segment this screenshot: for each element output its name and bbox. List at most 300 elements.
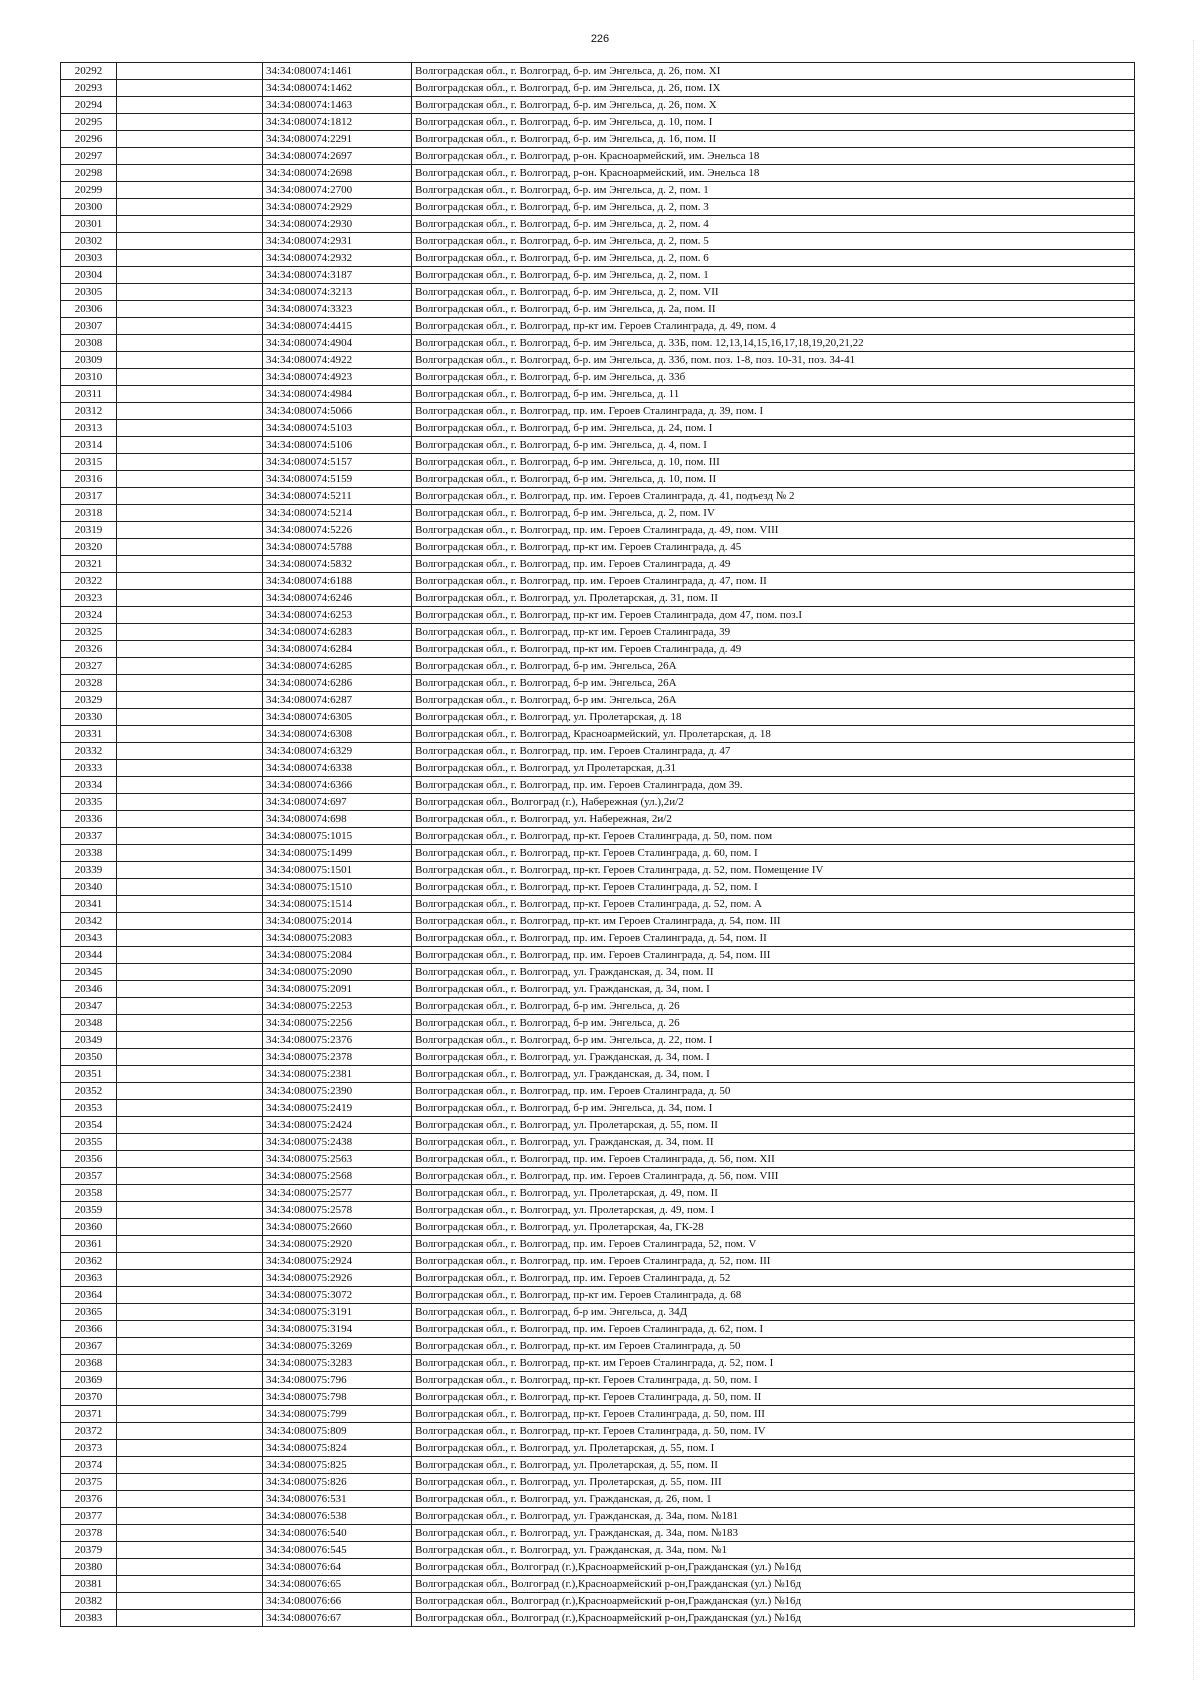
cadastral-number-cell: 34:34:080074:2932	[263, 250, 412, 267]
table-row	[61, 590, 1135, 607]
row-number-cell: 20363	[61, 1270, 117, 1287]
table-row	[61, 1304, 1135, 1321]
address-cell: Волгоградская обл., г. Волгоград, пр-кт им. Героев Сталинграда, 39	[412, 624, 1135, 641]
table-row	[61, 216, 1135, 233]
row-number-cell: 20328	[61, 675, 117, 692]
cadastral-number-cell: 34:34:080074:2929	[263, 199, 412, 216]
table-row	[61, 386, 1135, 403]
empty-cell	[117, 318, 263, 335]
address-cell: Волгоградская обл., г. Волгоград, ул. Гражданская, д. 34а, пом. №1	[412, 1542, 1135, 1559]
table-row	[61, 437, 1135, 454]
row-number-cell: 20379	[61, 1542, 117, 1559]
cadastral-number-cell: 34:34:080076:64	[263, 1559, 412, 1576]
table-row	[61, 80, 1135, 97]
table-row	[61, 794, 1135, 811]
address-cell: Волгоградская обл., г. Волгоград, ул. Пролетарская, д. 49, пом. II	[412, 1185, 1135, 1202]
address-cell: Волгоградская обл., г. Волгоград, б-р. им Энгельса, д. 2, пом. 5	[412, 233, 1135, 250]
cadastral-number-cell: 34:34:080075:796	[263, 1372, 412, 1389]
cadastral-number-cell: 34:34:080074:6287	[263, 692, 412, 709]
table-row	[61, 420, 1135, 437]
cadastral-number-cell: 34:34:080075:1501	[263, 862, 412, 879]
table-row	[61, 709, 1135, 726]
table-row	[61, 641, 1135, 658]
address-cell: Волгоградская обл., г. Волгоград, ул. Пролетарская, д. 18	[412, 709, 1135, 726]
cadastral-number-cell: 34:34:080075:2419	[263, 1100, 412, 1117]
empty-cell	[117, 896, 263, 913]
address-cell: Волгоградская обл., г. Волгоград, пр. им. Героев Сталинграда, д. 52, пом. III	[412, 1253, 1135, 1270]
row-number-cell: 20324	[61, 607, 117, 624]
table-row	[61, 624, 1135, 641]
empty-cell	[117, 1508, 263, 1525]
row-number-cell: 20341	[61, 896, 117, 913]
address-cell: Волгоградская обл., г. Волгоград, пр-кт. Героев Сталинграда, д. 50, пом. IV	[412, 1423, 1135, 1440]
address-cell: Волгоградская обл., г. Волгоград, ул. Пролетарская, д. 55, пом. II	[412, 1457, 1135, 1474]
empty-cell	[117, 709, 263, 726]
empty-cell	[117, 1100, 263, 1117]
address-cell: Волгоградская обл., г. Волгоград, пр-кт им. Героев Сталинграда, д. 49	[412, 641, 1135, 658]
empty-cell	[117, 369, 263, 386]
cadastral-number-cell: 34:34:080075:2084	[263, 947, 412, 964]
address-cell: Волгоградская обл., г. Волгоград, пр. им. Героев Сталинграда, д. 39, пом. I	[412, 403, 1135, 420]
empty-cell	[117, 573, 263, 590]
cadastral-number-cell: 34:34:080074:6366	[263, 777, 412, 794]
table-row	[61, 148, 1135, 165]
empty-cell	[117, 1610, 263, 1627]
empty-cell	[117, 947, 263, 964]
address-cell: Волгоградская обл., г. Волгоград, пр-кт им. Героев Сталинграда, д. 49, пом. 4	[412, 318, 1135, 335]
row-number-cell: 20308	[61, 335, 117, 352]
empty-cell	[117, 437, 263, 454]
address-cell: Волгоградская обл., г. Волгоград, б-р. им Энгельса, д. 2, пом. 3	[412, 199, 1135, 216]
empty-cell	[117, 1185, 263, 1202]
address-cell: Волгоградская обл., Волгоград (г.), Набережная (ул.),2и/2	[412, 794, 1135, 811]
empty-cell	[117, 930, 263, 947]
table-row	[61, 1508, 1135, 1525]
address-cell: Волгоградская обл., г. Волгоград, пр-кт. Героев Сталинграда, д. 50, пом. III	[412, 1406, 1135, 1423]
cadastral-number-cell: 34:34:080074:6284	[263, 641, 412, 658]
empty-cell	[117, 1304, 263, 1321]
empty-cell	[117, 1474, 263, 1491]
address-cell: Волгоградская обл., г. Волгоград, пр. им. Героев Сталинграда, д. 50	[412, 1083, 1135, 1100]
row-number-cell: 20351	[61, 1066, 117, 1083]
empty-cell	[117, 845, 263, 862]
cadastral-number-cell: 34:34:080075:825	[263, 1457, 412, 1474]
empty-cell	[117, 1134, 263, 1151]
row-number-cell: 20302	[61, 233, 117, 250]
address-cell: Волгоградская обл., г. Волгоград, пр-кт им. Героев Сталинграда, д. 45	[412, 539, 1135, 556]
table-row	[61, 964, 1135, 981]
cadastral-number-cell: 34:34:080076:545	[263, 1542, 412, 1559]
empty-cell	[117, 1253, 263, 1270]
table-row	[61, 1525, 1135, 1542]
address-cell: Волгоградская обл., г. Волгоград, б-р. им Энгельса, д. 2а, пом. II	[412, 301, 1135, 318]
address-cell: Волгоградская обл., г. Волгоград, ул. Пролетарская, 4а, ГК-28	[412, 1219, 1135, 1236]
address-cell: Волгоградская обл., г. Волгоград, пр-кт. Героев Сталинграда, д. 52, пом. I	[412, 879, 1135, 896]
cadastral-number-cell: 34:34:080075:3283	[263, 1355, 412, 1372]
table-row	[61, 1474, 1135, 1491]
cadastral-number-cell: 34:34:080075:2378	[263, 1049, 412, 1066]
empty-cell	[117, 981, 263, 998]
empty-cell	[117, 488, 263, 505]
cadastral-number-cell: 34:34:080076:531	[263, 1491, 412, 1508]
address-cell: Волгоградская обл., г. Волгоград, ул Пролетарская, д.31	[412, 760, 1135, 777]
table-row	[61, 233, 1135, 250]
address-cell: Волгоградская обл., г. Волгоград, ул. Гражданская, д. 34а, пом. №181	[412, 1508, 1135, 1525]
address-cell: Волгоградская обл., г. Волгоград, ул. Пролетарская, д. 55, пом. I	[412, 1440, 1135, 1457]
address-cell: Волгоградская обл., г. Волгоград, ул. Пролетарская, д. 49, пом. I	[412, 1202, 1135, 1219]
address-cell: Волгоградская обл., г. Волгоград, ул. Пролетарская, д. 55, пом. III	[412, 1474, 1135, 1491]
row-number-cell: 20301	[61, 216, 117, 233]
cadastral-number-cell: 34:34:080075:824	[263, 1440, 412, 1457]
empty-cell	[117, 1168, 263, 1185]
row-number-cell: 20349	[61, 1032, 117, 1049]
address-cell: Волгоградская обл., г. Волгоград, б-р им. Энгельса, д. 10, пом. III	[412, 454, 1135, 471]
table-row	[61, 267, 1135, 284]
table-row	[61, 318, 1135, 335]
table-row	[61, 1100, 1135, 1117]
table-row	[61, 1423, 1135, 1440]
row-number-cell: 20337	[61, 828, 117, 845]
cadastral-number-cell: 34:34:080074:2931	[263, 233, 412, 250]
cadastral-number-cell: 34:34:080075:3269	[263, 1338, 412, 1355]
table-row	[61, 1542, 1135, 1559]
row-number-cell: 20303	[61, 250, 117, 267]
address-cell: Волгоградская обл., Волгоград (г.),Красноармейский р-он,Гражданская (ул.) №16д	[412, 1610, 1135, 1627]
table-row	[61, 488, 1135, 505]
address-cell: Волгоградская обл., г. Волгоград, пр-кт им. Героев Сталинграда, дом 47, пом. поз.I	[412, 607, 1135, 624]
empty-cell	[117, 471, 263, 488]
table-row	[61, 335, 1135, 352]
cadastral-number-cell: 34:34:080075:2926	[263, 1270, 412, 1287]
address-cell: Волгоградская обл., Волгоград (г.),Красноармейский р-он,Гражданская (ул.) №16д	[412, 1593, 1135, 1610]
table-row	[61, 862, 1135, 879]
address-cell: Волгоградская обл., г. Волгоград, пр-кт. им Героев Сталинграда, д. 54, пом. III	[412, 913, 1135, 930]
row-number-cell: 20348	[61, 1015, 117, 1032]
address-cell: Волгоградская обл., г. Волгоград, пр. им. Героев Сталинграда, д. 41, подъезд № 2	[412, 488, 1135, 505]
empty-cell	[117, 131, 263, 148]
empty-cell	[117, 1559, 263, 1576]
address-cell: Волгоградская обл., г. Волгоград, б-р им. Энгельса, д. 4, пом. I	[412, 437, 1135, 454]
table-row	[61, 1321, 1135, 1338]
row-number-cell: 20321	[61, 556, 117, 573]
empty-cell	[117, 1576, 263, 1593]
cadastral-number-cell: 34:34:080074:5832	[263, 556, 412, 573]
table-row	[61, 896, 1135, 913]
address-cell: Волгоградская обл., г. Волгоград, ул. Гражданская, д. 34, пом. II	[412, 964, 1135, 981]
table-row	[61, 1151, 1135, 1168]
cadastral-number-cell: 34:34:080075:3072	[263, 1287, 412, 1304]
table-row	[61, 760, 1135, 777]
cadastral-number-cell: 34:34:080074:1463	[263, 97, 412, 114]
table-row	[61, 131, 1135, 148]
address-cell: Волгоградская обл., г. Волгоград, пр. им. Героев Сталинграда, д. 47, пом. II	[412, 573, 1135, 590]
row-number-cell: 20368	[61, 1355, 117, 1372]
address-cell: Волгоградская обл., г. Волгоград, б-р. им Энгельса, д. 26, пом. IX	[412, 80, 1135, 97]
cadastral-number-cell: 34:34:080074:697	[263, 794, 412, 811]
table-row	[61, 1219, 1135, 1236]
empty-cell	[117, 1525, 263, 1542]
cadastral-number-cell: 34:34:080074:6305	[263, 709, 412, 726]
cadastral-number-cell: 34:34:080075:809	[263, 1423, 412, 1440]
row-number-cell: 20366	[61, 1321, 117, 1338]
row-number-cell: 20380	[61, 1559, 117, 1576]
row-number-cell: 20352	[61, 1083, 117, 1100]
row-number-cell: 20310	[61, 369, 117, 386]
address-cell: Волгоградская обл., г. Волгоград, б-р им. Энгельса, д. 22, пом. I	[412, 1032, 1135, 1049]
row-number-cell: 20374	[61, 1457, 117, 1474]
empty-cell	[117, 794, 263, 811]
address-cell: Волгоградская обл., г. Волгоград, б-р им. Энгельса, д. 2, пом. IV	[412, 505, 1135, 522]
cadastral-number-cell: 34:34:080075:2256	[263, 1015, 412, 1032]
empty-cell	[117, 1355, 263, 1372]
table-row	[61, 1168, 1135, 1185]
address-cell: Волгоградская обл., г. Волгоград, б-р. им Энгельса, д. 2, пом. 4	[412, 216, 1135, 233]
empty-cell	[117, 913, 263, 930]
cadastral-number-cell: 34:34:080075:2253	[263, 998, 412, 1015]
empty-cell	[117, 1593, 263, 1610]
table-row	[61, 403, 1135, 420]
empty-cell	[117, 1321, 263, 1338]
table-row	[61, 777, 1135, 794]
empty-cell	[117, 505, 263, 522]
row-number-cell: 20299	[61, 182, 117, 199]
table-row	[61, 1389, 1135, 1406]
cadastral-number-cell: 34:34:080075:799	[263, 1406, 412, 1423]
empty-cell	[117, 301, 263, 318]
address-cell: Волгоградская обл., г. Волгоград, б-р им. Энгельса, 26А	[412, 658, 1135, 675]
cadastral-number-cell: 34:34:080075:2660	[263, 1219, 412, 1236]
address-cell: Волгоградская обл., г. Волгоград, пр. им. Героев Сталинграда, д. 62, пом. I	[412, 1321, 1135, 1338]
table-row	[61, 1066, 1135, 1083]
table-row	[61, 301, 1135, 318]
empty-cell	[117, 114, 263, 131]
table-row	[61, 811, 1135, 828]
address-cell: Волгоградская обл., г. Волгоград, б-р им. Энгельса, д. 10, пом. II	[412, 471, 1135, 488]
cadastral-number-cell: 34:34:080074:3213	[263, 284, 412, 301]
row-number-cell: 20365	[61, 1304, 117, 1321]
row-number-cell: 20330	[61, 709, 117, 726]
empty-cell	[117, 454, 263, 471]
row-number-cell: 20358	[61, 1185, 117, 1202]
cadastral-number-cell: 34:34:080074:5106	[263, 437, 412, 454]
address-cell: Волгоградская обл., г. Волгоград, б-р им. Энгельса, д. 24, пом. I	[412, 420, 1135, 437]
empty-cell	[117, 335, 263, 352]
row-number-cell: 20369	[61, 1372, 117, 1389]
empty-cell	[117, 386, 263, 403]
row-number-cell: 20345	[61, 964, 117, 981]
row-number-cell: 20338	[61, 845, 117, 862]
table-row	[61, 454, 1135, 471]
cadastral-number-cell: 34:34:080074:3187	[263, 267, 412, 284]
cadastral-number-cell: 34:34:080074:4415	[263, 318, 412, 335]
cadastral-number-cell: 34:34:080075:1514	[263, 896, 412, 913]
row-number-cell: 20311	[61, 386, 117, 403]
row-number-cell: 20356	[61, 1151, 117, 1168]
table-row	[61, 1372, 1135, 1389]
empty-cell	[117, 539, 263, 556]
table-row	[61, 1559, 1135, 1576]
page-number: 226	[590, 33, 610, 45]
row-number-cell: 20377	[61, 1508, 117, 1525]
cadastral-number-cell: 34:34:080074:4922	[263, 352, 412, 369]
cadastral-number-cell: 34:34:080075:2924	[263, 1253, 412, 1270]
table-row	[61, 352, 1135, 369]
table-row	[61, 556, 1135, 573]
table-row	[61, 658, 1135, 675]
empty-cell	[117, 556, 263, 573]
row-number-cell: 20376	[61, 1491, 117, 1508]
row-number-cell: 20305	[61, 284, 117, 301]
table-row	[61, 1406, 1135, 1423]
row-number-cell: 20370	[61, 1389, 117, 1406]
table-row	[61, 607, 1135, 624]
table-row	[61, 1610, 1135, 1627]
empty-cell	[117, 1032, 263, 1049]
table-row	[61, 573, 1135, 590]
address-cell: Волгоградская обл., г. Волгоград, б-р им. Энгельса, д. 11	[412, 386, 1135, 403]
registry-table-body	[61, 63, 1135, 1627]
table-row	[61, 981, 1135, 998]
empty-cell	[117, 1015, 263, 1032]
address-cell: Волгоградская обл., г. Волгоград, пр. им. Героев Сталинграда, 52, пом. V	[412, 1236, 1135, 1253]
row-number-cell: 20355	[61, 1134, 117, 1151]
empty-cell	[117, 267, 263, 284]
row-number-cell: 20361	[61, 1236, 117, 1253]
table-row	[61, 743, 1135, 760]
empty-cell	[117, 165, 263, 182]
empty-cell	[117, 641, 263, 658]
cadastral-number-cell: 34:34:080074:2698	[263, 165, 412, 182]
row-number-cell: 20329	[61, 692, 117, 709]
address-cell: Волгоградская обл., г. Волгоград, пр-кт. Героев Сталинграда, д. 50, пом. II	[412, 1389, 1135, 1406]
address-cell: Волгоградская обл., г. Волгоград, б-р. им Энгельса, д. 2, пом. VII	[412, 284, 1135, 301]
address-cell: Волгоградская обл., г. Волгоград, б-р им. Энгельса, д. 26	[412, 1015, 1135, 1032]
address-cell: Волгоградская обл., г. Волгоград, б-р им. Энгельса, д. 26	[412, 998, 1135, 1015]
address-cell: Волгоградская обл., г. Волгоград, б-р. им Энгельса, д. 26, пом. XI	[412, 63, 1135, 80]
address-cell: Волгоградская обл., г. Волгоград, пр. им. Героев Сталинграда, д. 56, пом. XII	[412, 1151, 1135, 1168]
address-cell: Волгоградская обл., г. Волгоград, пр-кт. им Героев Сталинграда, д. 52, пом. I	[412, 1355, 1135, 1372]
empty-cell	[117, 1117, 263, 1134]
cadastral-number-cell: 34:34:080074:5157	[263, 454, 412, 471]
row-number-cell: 20335	[61, 794, 117, 811]
cadastral-number-cell: 34:34:080074:6188	[263, 573, 412, 590]
cadastral-number-cell: 34:34:080074:4904	[263, 335, 412, 352]
cadastral-number-cell: 34:34:080075:2568	[263, 1168, 412, 1185]
row-number-cell: 20313	[61, 420, 117, 437]
address-cell: Волгоградская обл., г. Волгоград, р-он. Красноармейский, им. Энельса 18	[412, 165, 1135, 182]
row-number-cell: 20322	[61, 573, 117, 590]
empty-cell	[117, 420, 263, 437]
cadastral-number-cell: 34:34:080076:65	[263, 1576, 412, 1593]
empty-cell	[117, 63, 263, 80]
row-number-cell: 20378	[61, 1525, 117, 1542]
row-number-cell: 20326	[61, 641, 117, 658]
table-row	[61, 1491, 1135, 1508]
cadastral-number-cell: 34:34:080075:2578	[263, 1202, 412, 1219]
row-number-cell: 20309	[61, 352, 117, 369]
row-number-cell: 20344	[61, 947, 117, 964]
row-number-cell: 20346	[61, 981, 117, 998]
cadastral-number-cell: 34:34:080075:2424	[263, 1117, 412, 1134]
empty-cell	[117, 1202, 263, 1219]
row-number-cell: 20316	[61, 471, 117, 488]
row-number-cell: 20357	[61, 1168, 117, 1185]
row-number-cell: 20339	[61, 862, 117, 879]
cadastral-number-cell: 34:34:080074:2930	[263, 216, 412, 233]
row-number-cell: 20319	[61, 522, 117, 539]
row-number-cell: 20353	[61, 1100, 117, 1117]
empty-cell	[117, 1270, 263, 1287]
empty-cell	[117, 828, 263, 845]
empty-cell	[117, 726, 263, 743]
row-number-cell: 20360	[61, 1219, 117, 1236]
table-row	[61, 1015, 1135, 1032]
address-cell: Волгоградская обл., г. Волгоград, пр-кт. Героев Сталинграда, д. 60, пом. I	[412, 845, 1135, 862]
table-row	[61, 1236, 1135, 1253]
address-cell: Волгоградская обл., г. Волгоград, б-р. им Энгельса, д. 33б, пом. поз. 1-8, поз. 10-31, поз. 34-41	[412, 352, 1135, 369]
row-number-cell: 20383	[61, 1610, 117, 1627]
cadastral-number-cell: 34:34:080074:6329	[263, 743, 412, 760]
cadastral-number-cell: 34:34:080075:1499	[263, 845, 412, 862]
empty-cell	[117, 777, 263, 794]
row-number-cell: 20350	[61, 1049, 117, 1066]
address-cell: Волгоградская обл., г. Волгоград, пр. им. Героев Сталинграда, д. 49, пом. VIII	[412, 522, 1135, 539]
table-row	[61, 522, 1135, 539]
table-row	[61, 505, 1135, 522]
address-cell: Волгоградская обл., г. Волгоград, пр-кт им. Героев Сталинграда, д. 68	[412, 1287, 1135, 1304]
cadastral-number-cell: 34:34:080074:5226	[263, 522, 412, 539]
cadastral-number-cell: 34:34:080074:6253	[263, 607, 412, 624]
address-cell: Волгоградская обл., г. Волгоград, пр. им. Героев Сталинграда, д. 54, пом. II	[412, 930, 1135, 947]
empty-cell	[117, 97, 263, 114]
row-number-cell: 20327	[61, 658, 117, 675]
cadastral-number-cell: 34:34:080075:2438	[263, 1134, 412, 1151]
address-cell: Волгоградская обл., г. Волгоград, б-р. им Энгельса, д. 16, пом. II	[412, 131, 1135, 148]
table-row	[61, 930, 1135, 947]
cadastral-number-cell: 34:34:080074:5066	[263, 403, 412, 420]
address-cell: Волгоградская обл., г. Волгоград, б-р. им Энгельса, д. 10, пом. I	[412, 114, 1135, 131]
row-number-cell: 20331	[61, 726, 117, 743]
row-number-cell: 20293	[61, 80, 117, 97]
address-cell: Волгоградская обл., г. Волгоград, пр. им. Героев Сталинграда, д. 56, пом. VIII	[412, 1168, 1135, 1185]
cadastral-number-cell: 34:34:080075:2390	[263, 1083, 412, 1100]
empty-cell	[117, 352, 263, 369]
table-row	[61, 675, 1135, 692]
cadastral-number-cell: 34:34:080074:6308	[263, 726, 412, 743]
row-number-cell: 20359	[61, 1202, 117, 1219]
cadastral-number-cell: 34:34:080074:5788	[263, 539, 412, 556]
address-cell: Волгоградская обл., г. Волгоград, б-р им. Энгельса, д. 34, пом. I	[412, 1100, 1135, 1117]
table-row	[61, 1049, 1135, 1066]
empty-cell	[117, 675, 263, 692]
cadastral-number-cell: 34:34:080074:2291	[263, 131, 412, 148]
table-row	[61, 539, 1135, 556]
table-row	[61, 1083, 1135, 1100]
cadastral-number-cell: 34:34:080074:5214	[263, 505, 412, 522]
cadastral-number-cell: 34:34:080074:5103	[263, 420, 412, 437]
cadastral-number-cell: 34:34:080074:1812	[263, 114, 412, 131]
address-cell: Волгоградская обл., г. Волгоград, пр. им. Героев Сталинграда, д. 49	[412, 556, 1135, 573]
row-number-cell: 20371	[61, 1406, 117, 1423]
address-cell: Волгоградская обл., г. Волгоград, пр. им. Героев Сталинграда, д. 47	[412, 743, 1135, 760]
cadastral-number-cell: 34:34:080075:2563	[263, 1151, 412, 1168]
empty-cell	[117, 199, 263, 216]
table-row	[61, 182, 1135, 199]
table-row	[61, 913, 1135, 930]
empty-cell	[117, 607, 263, 624]
row-number-cell: 20295	[61, 114, 117, 131]
table-row	[61, 97, 1135, 114]
